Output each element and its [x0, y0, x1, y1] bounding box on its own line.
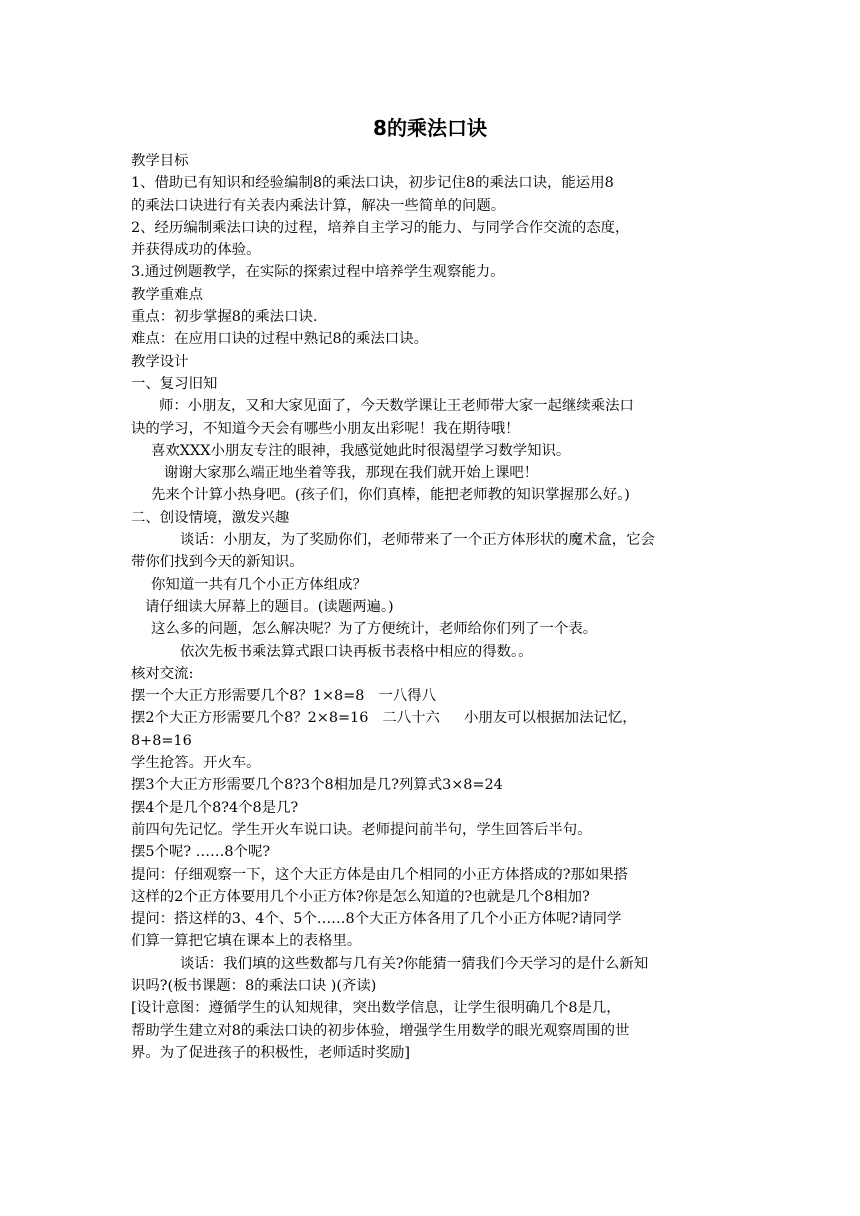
paragraph-line: 诀的学习，不知道今天会有哪些小朋友出彩呢！我在期待哦！: [131, 420, 520, 437]
equation-text: 摆一个大正方形需要几个8？1×8=8: [131, 688, 365, 705]
paragraph-line: 摆3个大正方形需要几个8?3个8相加是几?列算式3×8=24: [131, 777, 503, 794]
equation-text: 摆2个大正方形需要几个8？2×8=16: [131, 710, 369, 727]
paragraph-line: 谈话：小朋友，为了奖励你们，老师带来了一个正方体形状的魔术盒，它会: [180, 532, 655, 549]
paragraph-line: 带你们找到今天的新知识。: [131, 554, 304, 571]
paragraph-line: [131, 685, 736, 707]
paragraph-line: 1、借助已有知识和经验编制8的乘法口诀，初步记住8的乘法口诀，能运用8: [131, 175, 614, 192]
section-heading: 教学目标: [131, 153, 189, 169]
document-title: 8的乘法口诀: [373, 116, 487, 140]
document-body: [131, 150, 736, 1064]
paragraph-line: 摆5个呢? ……8个呢?: [131, 844, 271, 861]
paragraph-line: 的乘法口诀进行有关表内乘法计算，解决一些简单的问题。: [131, 197, 506, 214]
paragraph-line: 提问：仔细观察一下，这个大正方体是由几个相同的小正方体搭成的?那如果搭: [131, 866, 628, 883]
paragraph-line: 提问：搭这样的3、4个、5个……8个大正方体各用了几个小正方体呢?请同学: [131, 911, 622, 928]
section-heading: 一、复习旧知: [131, 375, 218, 392]
paragraph-line: 喜欢XXX小朋友专注的眼神，我感觉她此时很渴望学习数学知识。: [151, 442, 571, 459]
paragraph-line: 前四句先记忆。学生开火车说口诀。老师提问前半句，学生回答后半句。: [131, 821, 592, 838]
paragraph-line: 谢谢大家那么端正地坐着等我，那现在我们就开始上课吧！: [164, 465, 539, 482]
paragraph-line: 难点：在应用口诀的过程中熟记8的乘法口诀。: [131, 331, 428, 348]
paragraph-line: 8+8=16: [131, 732, 192, 749]
paragraph-line: 重点：初步掌握8的乘法口诀.: [131, 309, 318, 326]
paragraph-line: [设计意图：遵循学生的认知规律，突出数学信息，让学生很明确几个8是几，: [131, 1000, 621, 1017]
section-heading: 教学重难点: [131, 286, 203, 303]
paragraph-line: 先来个计算小热身吧。(孩子们，你们真棒，能把老师教的知识掌握那么好。): [151, 487, 630, 504]
paragraph-line: 并获得成功的体验。: [131, 242, 261, 259]
paragraph-line: 依次先板书乘法算式跟口诀再板书表格中相应的得数。。: [180, 643, 533, 660]
paragraph-line: 3.通过例题教学，在实际的探索过程中培养学生观察能力。: [131, 264, 505, 281]
paragraph-line: 们算一算把它填在课本上的表格里。: [131, 933, 362, 950]
rhyme-text: 二八十六: [382, 710, 440, 727]
section-heading: 教学设计: [131, 353, 189, 370]
section-heading: 二、创设情境，激发兴趣: [131, 509, 290, 526]
paragraph-line: 2、经历编制乘法口诀的过程，培养自主学习的能力、与同学合作交流的态度，: [131, 219, 630, 236]
paragraph-line: 摆4个是几个8?4个8是几?: [131, 799, 299, 816]
paragraph-line: 这么多的问题，怎么解决呢？为了方便统计，老师给你们列了一个表。: [151, 621, 598, 638]
paragraph-line: 请仔细读大屏幕上的题目。(读题两遍。): [145, 598, 394, 615]
paragraph-line: 界。为了促进孩子的积极性，老师适时奖励]: [131, 1044, 411, 1061]
paragraph-line: [131, 707, 736, 729]
paragraph-line: 学生抢答。开火车。: [131, 755, 261, 772]
paragraph-line: 这样的2个正方体要用几个小正方体?你是怎么知道的?也就是几个8相加?: [131, 888, 590, 905]
paragraph-line: 核对交流:: [131, 665, 194, 682]
paragraph-line: 帮助学生建立对8的乘法口诀的初步体验，增强学生用数学的眼光观察周围的世: [131, 1022, 630, 1039]
paragraph-line: 你知道一共有几个小正方体组成？: [151, 576, 367, 593]
paragraph-line: 识吗?(板书课题：8的乘法口诀 )(齐读): [131, 977, 377, 994]
note-text: 小朋友可以根据加法记忆，: [463, 710, 637, 727]
paragraph-line: 师：小朋友，又和大家见面了，今天数学课让王老师带大家一起继续乘法口: [159, 398, 634, 415]
paragraph-line: 谈话：我们填的这些数都与几有关?你能猜一猜我们今天学习的是什么新知: [180, 955, 649, 972]
rhyme-text: 一八得八: [378, 688, 437, 705]
